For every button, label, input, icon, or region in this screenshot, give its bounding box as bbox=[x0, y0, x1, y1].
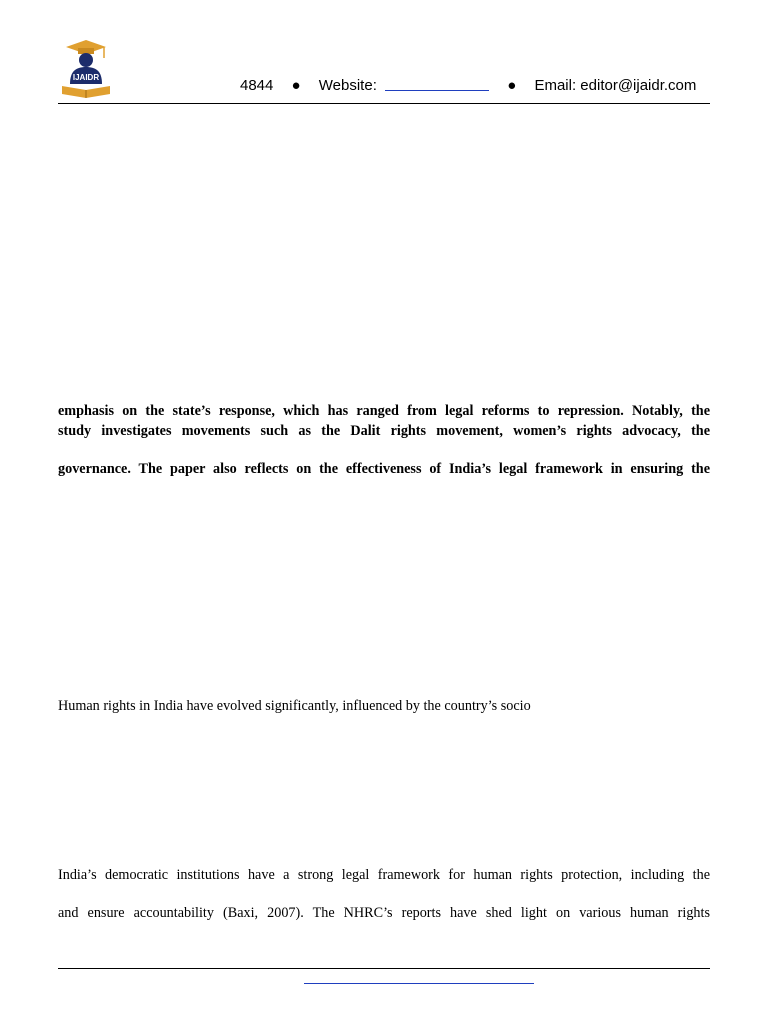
body-line: and ensure accountability (Baxi, 2007). The NHRC’s reports have shed light on various human rights bbox=[58, 905, 710, 921]
email-text[interactable]: Email: editor@ijaidr.com bbox=[534, 77, 697, 94]
bullet-separator: ● bbox=[291, 77, 301, 94]
header-rule bbox=[58, 103, 710, 104]
footer-link[interactable] bbox=[304, 983, 534, 984]
logo-text: IJAIDR bbox=[72, 73, 100, 82]
bullet-separator: ● bbox=[507, 77, 517, 94]
website-label: Website: bbox=[318, 77, 377, 94]
abstract-line: governance. The paper also reflects on the effectiveness of India’s legal framework in ensuring the bbox=[58, 461, 710, 477]
issn-fragment: 4844 bbox=[240, 77, 274, 94]
body-line: Human rights in India have evolved significantly, influenced by the country’s socio bbox=[58, 698, 531, 714]
abstract-line: emphasis on the state’s response, which has ranged from legal reforms to repression. Notably, the bbox=[58, 403, 710, 419]
website-link[interactable] bbox=[385, 76, 489, 91]
header-info bbox=[240, 76, 696, 96]
body-line: India’s democratic institutions have a strong legal framework for human rights protection, including the bbox=[58, 867, 710, 883]
journal-logo bbox=[58, 38, 114, 100]
abstract-line: study investigates movements such as the Dalit rights movement, women’s rights advocacy, the bbox=[58, 423, 710, 439]
footer-rule bbox=[58, 968, 710, 969]
